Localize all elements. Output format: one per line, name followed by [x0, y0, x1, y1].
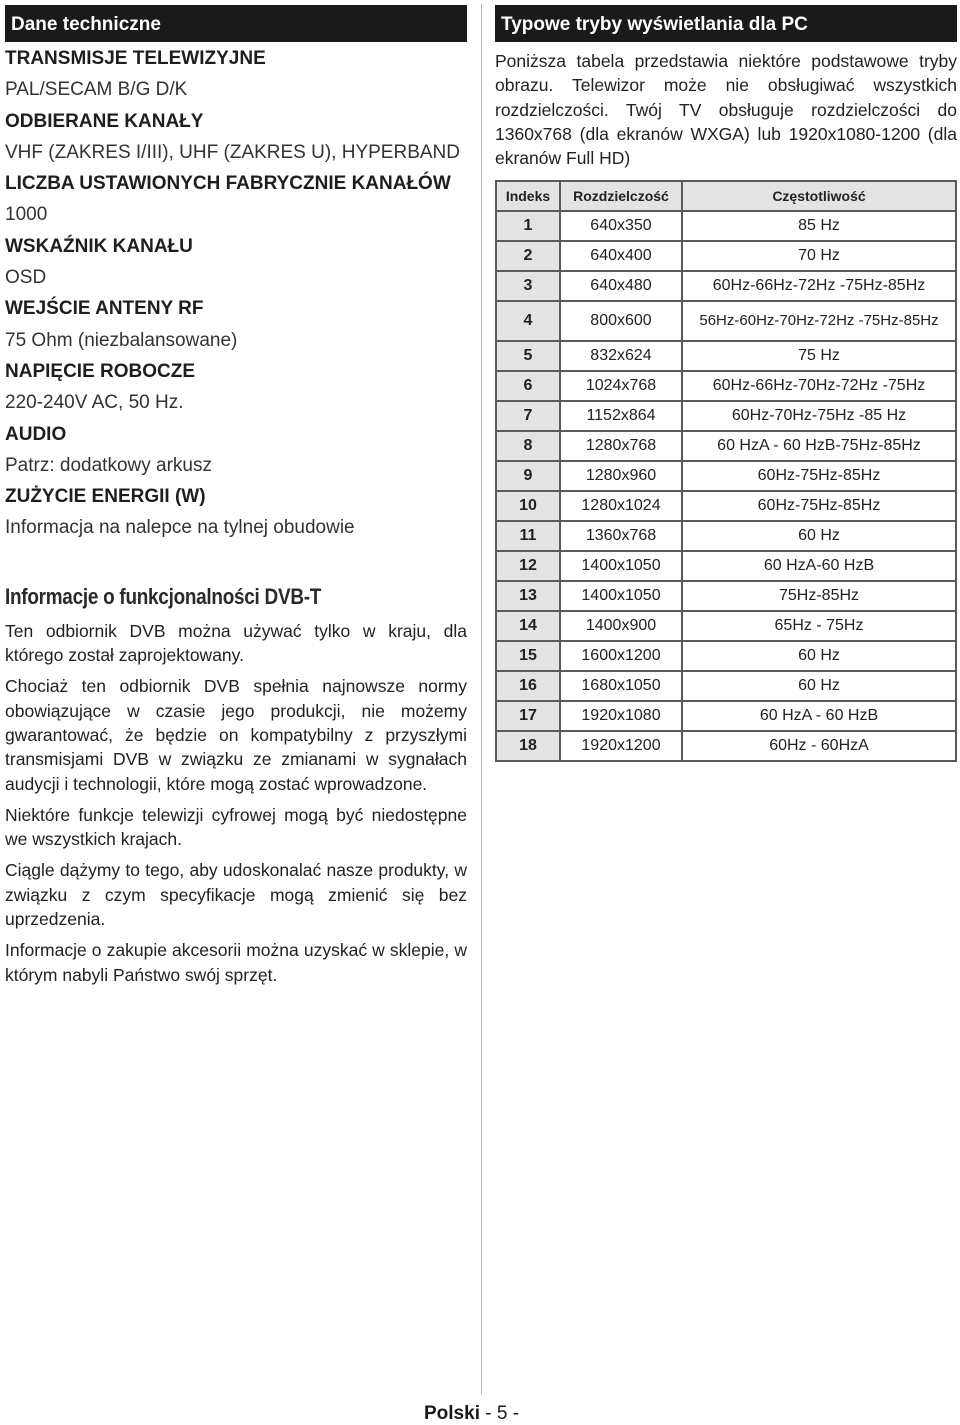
- footer-language: Polski: [424, 1403, 480, 1424]
- spec-heading: AUDIO: [5, 423, 67, 445]
- spec-heading: LICZBA USTAWIONYCH FABRYCZNIE KANAŁÓW: [5, 173, 451, 195]
- cell-frequency: 60 Hz: [682, 521, 956, 551]
- left-column: [5, 5, 467, 987]
- table-row: [496, 701, 956, 731]
- cell-frequency: 60Hz - 60HzA: [682, 731, 956, 761]
- table-row: [496, 611, 956, 641]
- pc-modes-intro: Poniższa tabela przedstawia niektóre podstawowe tryby obrazu. Telewizor może nie obsługiwać wszystkich rozdzielczości. Twój TV obsługuje rozdzielczości do 1360x768 (dla ekranów WXGA) lub 1920x1080-1200 (dla ekranów Full HD): [495, 51, 957, 169]
- column-divider: [481, 4, 482, 1394]
- spec-heading: NAPIĘCIE ROBOCZE: [5, 360, 196, 382]
- table-row: [496, 341, 956, 371]
- table-header-row: [496, 181, 956, 211]
- cell-frequency: 60 HzA - 60 HzB-75Hz-85Hz: [682, 431, 956, 461]
- cell-index: 3: [496, 271, 560, 301]
- table-row: [496, 521, 956, 551]
- cell-resolution: 640x480: [560, 271, 682, 301]
- cell-resolution: 1600x1200: [560, 641, 682, 671]
- cell-resolution: 1920x1200: [560, 731, 682, 761]
- table-row: [496, 671, 956, 701]
- cell-index: 1: [496, 211, 560, 241]
- spec-heading: ZUŻYCIE ENERGII (W): [5, 486, 206, 508]
- cell-index: 13: [496, 581, 560, 611]
- spec-heading: ODBIERANE KANAŁY: [5, 110, 204, 132]
- cell-resolution: 832x624: [560, 341, 682, 371]
- cell-frequency: 60Hz-66Hz-72Hz -75Hz-85Hz: [682, 271, 956, 301]
- cell-index: 7: [496, 401, 560, 431]
- spec-value: Patrz: dodatkowy arkusz: [5, 454, 212, 476]
- cell-frequency: 60Hz-75Hz-85Hz: [682, 491, 956, 521]
- header-index: Indeks: [496, 181, 560, 211]
- table-row: [496, 271, 956, 301]
- cell-frequency: 65Hz - 75Hz: [682, 611, 956, 641]
- pc-modes-table: [495, 180, 957, 762]
- cell-index: 4: [496, 301, 560, 341]
- cell-frequency: 75 Hz: [682, 341, 956, 371]
- spec-value: VHF (ZAKRES I/III), UHF (ZAKRES U), HYPERBAND: [5, 141, 460, 163]
- cell-frequency: 60Hz-75Hz-85Hz: [682, 461, 956, 491]
- cell-resolution: 1400x1050: [560, 581, 682, 611]
- cell-index: 17: [496, 701, 560, 731]
- spec-value: 220-240V AC, 50 Hz.: [5, 392, 184, 414]
- cell-index: 5: [496, 341, 560, 371]
- dvb-info-heading: Informacje o funkcjonalności DVB-T: [5, 583, 322, 609]
- cell-frequency: 60 Hz: [682, 641, 956, 671]
- cell-frequency: 60 HzA-60 HzB: [682, 551, 956, 581]
- cell-index: 11: [496, 521, 560, 551]
- spec-list: [5, 43, 467, 544]
- pc-modes-title: Typowe tryby wyświetlania dla PC: [495, 5, 957, 42]
- spec-value: OSD: [5, 267, 47, 289]
- cell-resolution: 1680x1050: [560, 671, 682, 701]
- cell-resolution: 1360x768: [560, 521, 682, 551]
- technical-data-title: Dane techniczne: [5, 5, 467, 42]
- dvb-paragraph: Chociaż ten odbiornik DVB spełnia najnowsze normy obowiązujące w czasie jego produkcji, nie możemy gwarantować, że będzie on kompatybilny z przyszłymi transmisjami DVB w związku ze zmianami w sygnałach audycji i technologii, które mogą zostać wprowadzone.: [5, 676, 467, 794]
- table-row: [496, 431, 956, 461]
- spec-value: 1000: [5, 204, 48, 226]
- cell-resolution: 1024x768: [560, 371, 682, 401]
- cell-frequency: 60 Hz: [682, 671, 956, 701]
- cell-resolution: 1920x1080: [560, 701, 682, 731]
- cell-resolution: 800x600: [560, 301, 682, 341]
- cell-index: 15: [496, 641, 560, 671]
- cell-index: 12: [496, 551, 560, 581]
- dvb-paragraph: Ciągle dążymy to tego, aby udoskonalać nasze produkty, w związku z czym specyfikacje mogą zmienić się bez uprzedzenia.: [5, 860, 467, 930]
- cell-index: 14: [496, 611, 560, 641]
- table-row: [496, 581, 956, 611]
- cell-resolution: 1280x960: [560, 461, 682, 491]
- cell-frequency: 60Hz-70Hz-75Hz -85 Hz: [682, 401, 956, 431]
- dvb-paragraph: Ten odbiornik DVB można używać tylko w kraju, dla którego został zaprojektowany.: [5, 620, 467, 666]
- spec-value: Informacja na nalepce na tylnej obudowie: [5, 517, 355, 539]
- cell-frequency: 70 Hz: [682, 241, 956, 271]
- dvb-paragraph: Niektóre funkcje telewizji cyfrowej mogą być niedostępne we wszystkich krajach.: [5, 804, 467, 850]
- header-frequency: Częstotliwość: [682, 181, 956, 211]
- cell-frequency: 75Hz-85Hz: [682, 581, 956, 611]
- table-row: [496, 491, 956, 521]
- cell-index: 18: [496, 731, 560, 761]
- table-row: [496, 241, 956, 271]
- cell-resolution: 1280x768: [560, 431, 682, 461]
- table-row: [496, 401, 956, 431]
- cell-resolution: 1400x1050: [560, 551, 682, 581]
- cell-index: 8: [496, 431, 560, 461]
- cell-index: 10: [496, 491, 560, 521]
- table-row: [496, 301, 956, 341]
- cell-resolution: 640x400: [560, 241, 682, 271]
- cell-index: 9: [496, 461, 560, 491]
- cell-frequency: 56Hz-60Hz-70Hz-72Hz -75Hz-85Hz: [682, 301, 956, 341]
- spec-heading: TRANSMISJE TELEWIZYJNE: [5, 48, 266, 69]
- cell-resolution: 1280x1024: [560, 491, 682, 521]
- cell-index: 6: [496, 371, 560, 401]
- cell-resolution: 1400x900: [560, 611, 682, 641]
- table-row: [496, 731, 956, 761]
- table-row: [496, 371, 956, 401]
- cell-frequency: 60Hz-66Hz-70Hz-72Hz -75Hz: [682, 371, 956, 401]
- header-resolution: Rozdzielczość: [560, 181, 682, 211]
- cell-index: 2: [496, 241, 560, 271]
- cell-index: 16: [496, 671, 560, 701]
- cell-resolution: 640x350: [560, 211, 682, 241]
- cell-resolution: 1152x864: [560, 401, 682, 431]
- table-row: [496, 551, 956, 581]
- spec-heading: WEJŚCIE ANTENY RF: [5, 298, 204, 320]
- cell-frequency: 60 HzA - 60 HzB: [682, 701, 956, 731]
- spec-value: PAL/SECAM B/G D/K: [5, 79, 188, 101]
- cell-frequency: 85 Hz: [682, 211, 956, 241]
- spec-value: 75 Ohm (niezbalansowane): [5, 329, 238, 351]
- table-row: [496, 211, 956, 241]
- table-row: [496, 461, 956, 491]
- spec-heading: WSKAŹNIK KANAŁU: [5, 235, 193, 257]
- dvb-paragraph: Informacje o zakupie akcesorii można uzyskać w sklepie, w którym nabyli Państwo swój sprzęt.: [5, 940, 467, 985]
- table-row: [496, 641, 956, 671]
- right-column: [495, 5, 957, 762]
- footer-page-number: - 5 -: [485, 1403, 520, 1424]
